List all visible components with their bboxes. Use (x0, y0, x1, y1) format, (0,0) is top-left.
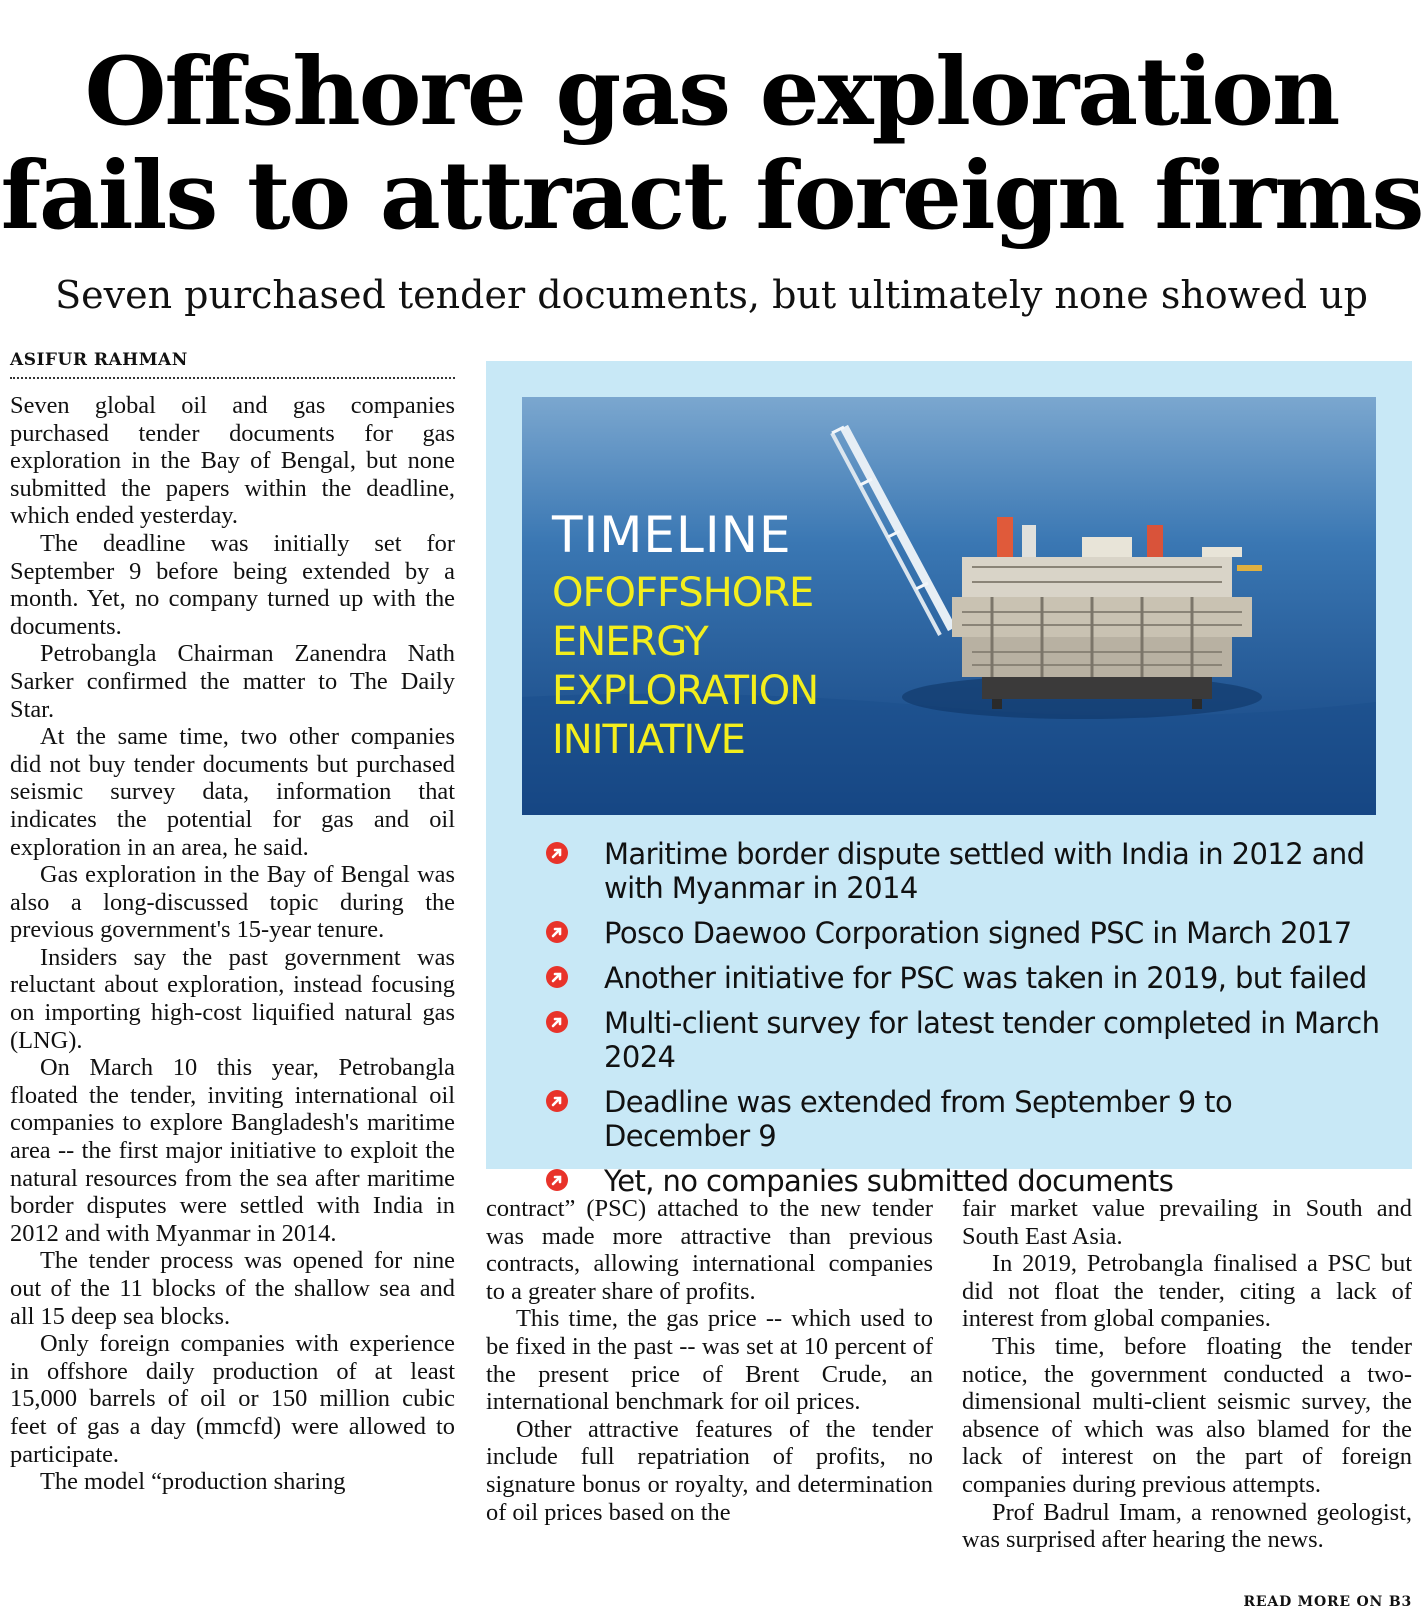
read-more-link[interactable]: READ MORE ON B3 (1243, 1594, 1412, 1610)
arrow-bullet-icon (546, 1169, 568, 1191)
timeline-item (546, 1164, 1386, 1198)
paragraph: contract” (PSC) attached to the new tender was made more attractive than previous contracts, allowing international companies to a greater share of profits. (486, 1195, 933, 1305)
headline-line-1: Offshore gas exploration (84, 37, 1339, 147)
timeline-item (546, 1085, 1386, 1153)
paragraph: The deadline was initially set for September 9 before being extended by a month. Yet, no company turned up with the documents. (10, 529, 455, 640)
timeline-item (546, 837, 1386, 905)
headline-line-2: fails to attract foreign firms (0, 141, 1423, 251)
paragraph: This time, the gas price -- which used to be fixed in the past -- was set at 10 percent of the present price of Brent Crude, an international benchmark for oil prices. (486, 1305, 933, 1416)
arrow-bullet-icon (546, 1090, 568, 1112)
timeline-panel (486, 361, 1412, 1198)
timeline-title: TIMELINE (552, 506, 792, 564)
paragraph: At the same time, two other companies did not buy tender documents but purchased seismic survey data, information that indicates the potential for gas and oil exploration in an area, he said. (10, 723, 455, 861)
timeline-item (546, 1006, 1386, 1074)
paragraph: The model “production sharing (40, 1468, 346, 1496)
timeline-item-text: Deadline was extended from September 9 to December 9 (604, 1085, 1233, 1153)
article-column-1 (10, 392, 455, 1604)
paragraph: fair market value prevailing in South and South East Asia. (962, 1195, 1412, 1250)
arrow-bullet-icon (546, 842, 568, 864)
timeline-item (546, 916, 1386, 950)
paragraph: Other attractive features of the tender include full repatriation of profits, no signature bonus or royalty, and determination of oil prices based on the (486, 1415, 933, 1526)
timeline-item-text: Yet, no companies submitted documents (604, 1164, 1174, 1198)
timeline-list (546, 837, 1386, 1209)
paragraph: The tender process was opened for nine out of the 11 blocks of the shallow sea and all 15 deep sea blocks. (10, 1247, 455, 1330)
timeline-item (546, 961, 1386, 995)
timeline-item-text: Maritime border dispute settled with India in 2012 and with Myanmar in 2014 (604, 837, 1365, 905)
arrow-bullet-icon (546, 921, 568, 943)
article-column-2 (486, 1195, 933, 1607)
byline: ASIFUR RAHMAN (10, 350, 455, 379)
paragraph: Only foreign companies with experience in offshore daily production of at least 15,000 barrels of oil or 150 million cubic feet of gas a day (mmcfd) were allowed to participate. (10, 1330, 455, 1468)
arrow-bullet-icon (546, 1011, 568, 1033)
timeline-item-text: Another initiative for PSC was taken in 2019, but failed (604, 961, 1367, 995)
paragraph: This time, before floating the tender notice, the government conducted a two-dimensional multi-client seismic survey, the absence of which was also blamed for the lack of interest on the part of foreign companies during previous attempts. (962, 1332, 1412, 1498)
timeline-subtitle: OFOFFSHORE ENERGY EXPLORATION INITIATIVE (552, 570, 819, 763)
headline (0, 37, 1423, 251)
paragraph: Insiders say the past government was reluctant about exploration, instead focusing on importing high-cost liquified natural gas (LNG). (10, 943, 455, 1054)
timeline-item-text: Multi-client survey for latest tender completed in March 2024 (604, 1006, 1380, 1074)
article-column-3 (962, 1195, 1412, 1607)
arrow-bullet-icon (546, 966, 568, 988)
offshore-rig-photo (522, 397, 1376, 815)
paragraph: Seven global oil and gas companies purchased tender documents for gas exploration in the Bay of Bengal, but none submitted the papers within the deadline, which ended yesterday. (10, 392, 455, 530)
paragraph: Petrobangla Chairman Zanendra Nath Sarker confirmed the matter to The Daily Star. (10, 640, 455, 723)
paragraph: Prof Badrul Imam, a renowned geologist, was surprised after hearing the news. (962, 1498, 1412, 1554)
timeline-item-text: Posco Daewoo Corporation signed PSC in March 2017 (604, 916, 1352, 950)
paragraph: On March 10 this year, Petrobangla floated the tender, inviting international oil companies to explore Bangladesh's maritime area -- the first major initiative to exploit the natural resources from the sea after maritime border disputes were settled with India in 2012 and with Myanmar in 2014. (10, 1054, 455, 1247)
paragraph: Gas exploration in the Bay of Bengal was also a long-discussed topic during the previous government's 15-year tenure. (10, 861, 455, 944)
paragraph: In 2019, Petrobangla finalised a PSC but did not float the tender, citing a lack of interest from global companies. (962, 1250, 1412, 1333)
subheadline: Seven purchased tender documents, but ultimately none showed up (55, 273, 1368, 317)
